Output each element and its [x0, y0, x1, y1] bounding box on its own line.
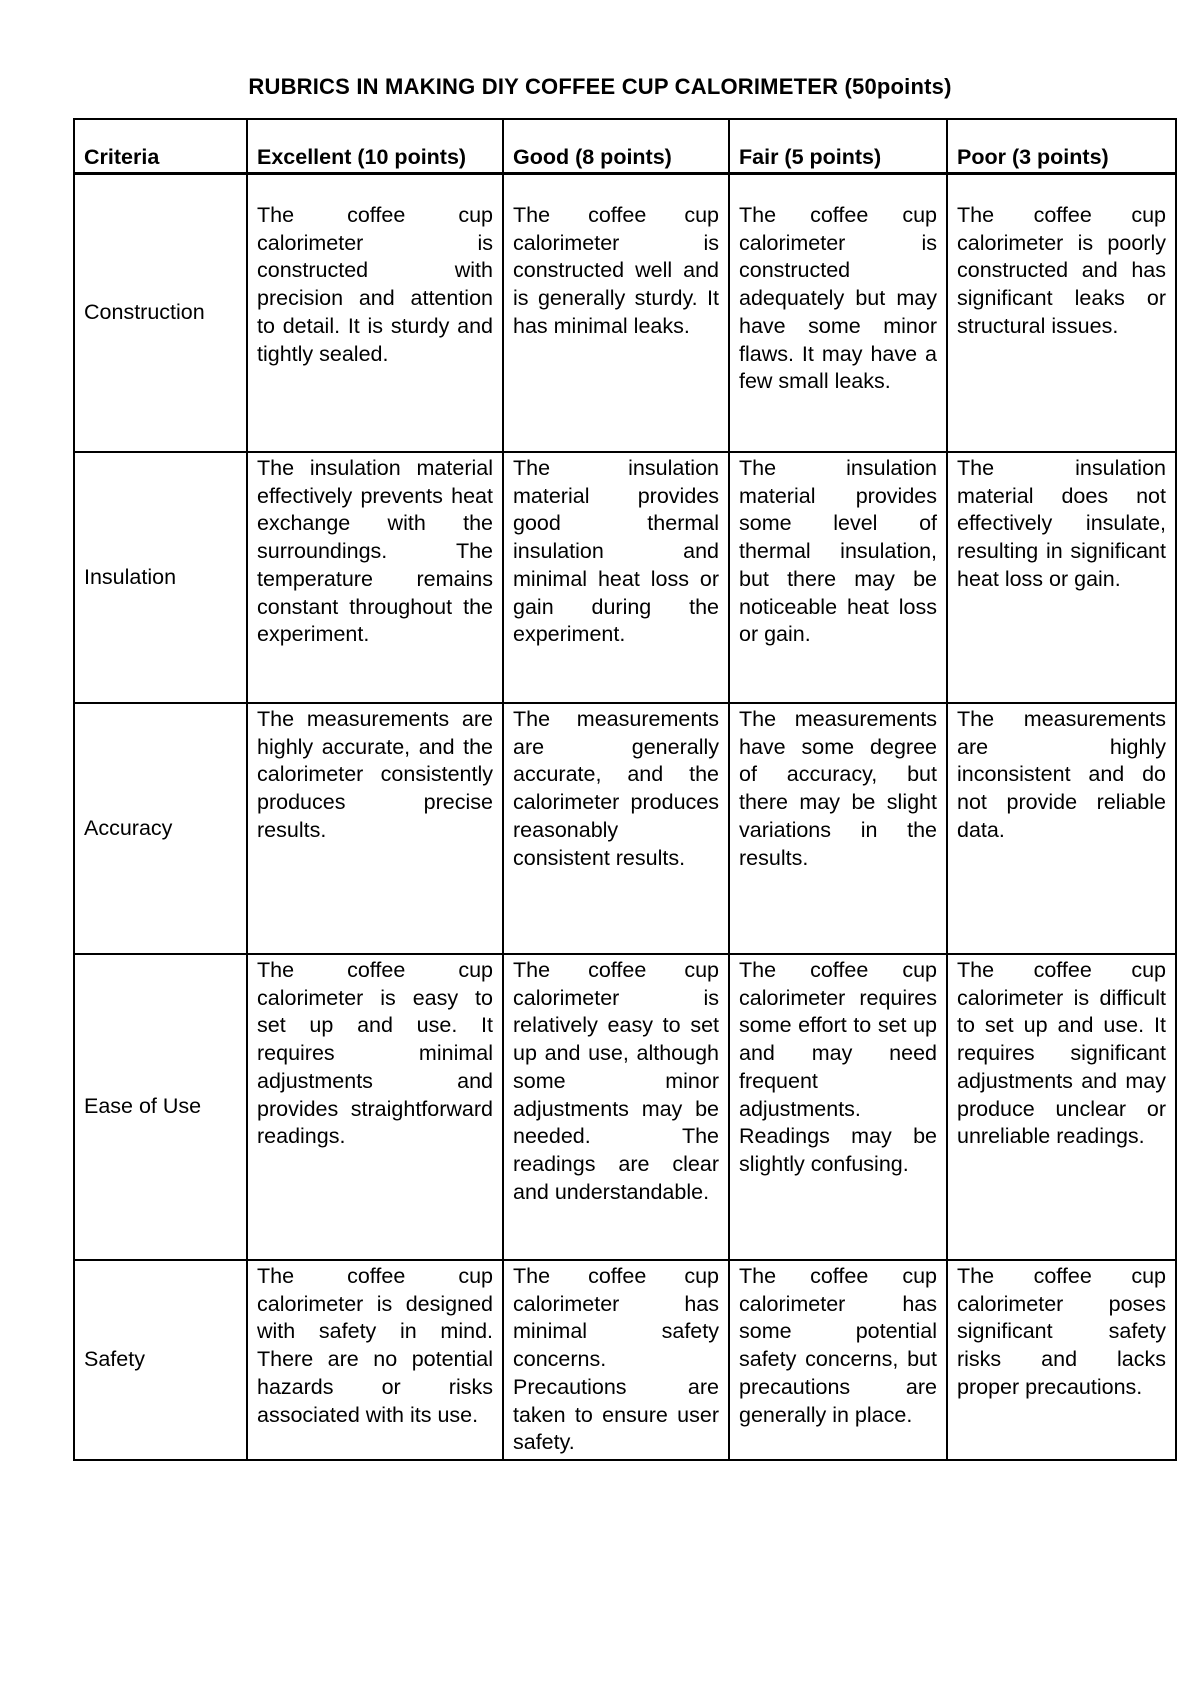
excellent-cell: The coffee cup calorimeter is constructed with precision and attention to detail. It is sturdy and tightly sealed. — [247, 174, 503, 453]
criteria-cell: Safety — [74, 1260, 247, 1460]
criteria-cell: Construction — [74, 174, 247, 453]
excellent-cell: The coffee cup calorimeter is easy to set up and use. It requires minimal adjustments and provides straightforward readings. — [247, 954, 503, 1260]
header-fair: Fair (5 points) — [729, 119, 947, 174]
poor-cell: The coffee cup calorimeter is difficult to set up and use. It requires significant adjustments and may produce unclear or unreliable readings. — [947, 954, 1176, 1260]
fair-cell: The coffee cup calorimeter is constructed adequately but may have some minor flaws. It may have a few small leaks. — [729, 174, 947, 453]
good-cell: The insulation material provides good thermal insulation and minimal heat loss or gain during the experiment. — [503, 452, 729, 703]
rubric-table — [73, 118, 1177, 1461]
criteria-cell: Accuracy — [74, 703, 247, 954]
poor-cell: The coffee cup calorimeter poses significant safety risks and lacks proper precautions. — [947, 1260, 1176, 1460]
poor-cell: The coffee cup calorimeter is poorly constructed and has significant leaks or structural issues. — [947, 174, 1176, 453]
criteria-cell: Ease of Use — [74, 954, 247, 1260]
fair-cell: The insulation material provides some level of thermal insulation, but there may be noticeable heat loss or gain. — [729, 452, 947, 703]
page-title: RUBRICS IN MAKING DIY COFFEE CUP CALORIMETER (50points) — [248, 74, 952, 99]
table-row — [74, 452, 1176, 703]
fair-cell: The measurements have some degree of accuracy, but there may be slight variations in the results. — [729, 703, 947, 954]
criteria-cell: Insulation — [74, 452, 247, 703]
header-good: Good (8 points) — [503, 119, 729, 174]
poor-cell: The insulation material does not effectively insulate, resulting in significant heat loss or gain. — [947, 452, 1176, 703]
good-cell: The coffee cup calorimeter is constructed well and is generally sturdy. It has minimal leaks. — [503, 174, 729, 453]
good-cell: The measurements are generally accurate, and the calorimeter produces reasonably consistent results. — [503, 703, 729, 954]
header-row — [74, 119, 1176, 174]
table-row — [74, 954, 1176, 1260]
header-criteria: Criteria — [74, 119, 247, 174]
excellent-cell: The measurements are highly accurate, and the calorimeter consistently produces precise results. — [247, 703, 503, 954]
table-row — [74, 1260, 1176, 1460]
good-cell: The coffee cup calorimeter is relatively easy to set up and use, although some minor adjustments may be needed. The readings are clear and understandable. — [503, 954, 729, 1260]
fair-cell: The coffee cup calorimeter requires some effort to set up and may need frequent adjustments. Readings may be slightly confusing. — [729, 954, 947, 1260]
fair-cell: The coffee cup calorimeter has some potential safety concerns, but precautions are generally in place. — [729, 1260, 947, 1460]
header-poor: Poor (3 points) — [947, 119, 1176, 174]
good-cell: The coffee cup calorimeter has minimal safety concerns. Precautions are taken to ensure user safety. — [503, 1260, 729, 1460]
excellent-cell: The insulation material effectively prevents heat exchange with the surroundings. The temperature remains constant throughout the experiment. — [247, 452, 503, 703]
table-row — [74, 703, 1176, 954]
excellent-cell: The coffee cup calorimeter is designed with safety in mind. There are no potential hazards or risks associated with its use. — [247, 1260, 503, 1460]
table-row — [74, 174, 1176, 453]
poor-cell: The measurements are highly inconsistent and do not provide reliable data. — [947, 703, 1176, 954]
header-excellent: Excellent (10 points) — [247, 119, 503, 174]
